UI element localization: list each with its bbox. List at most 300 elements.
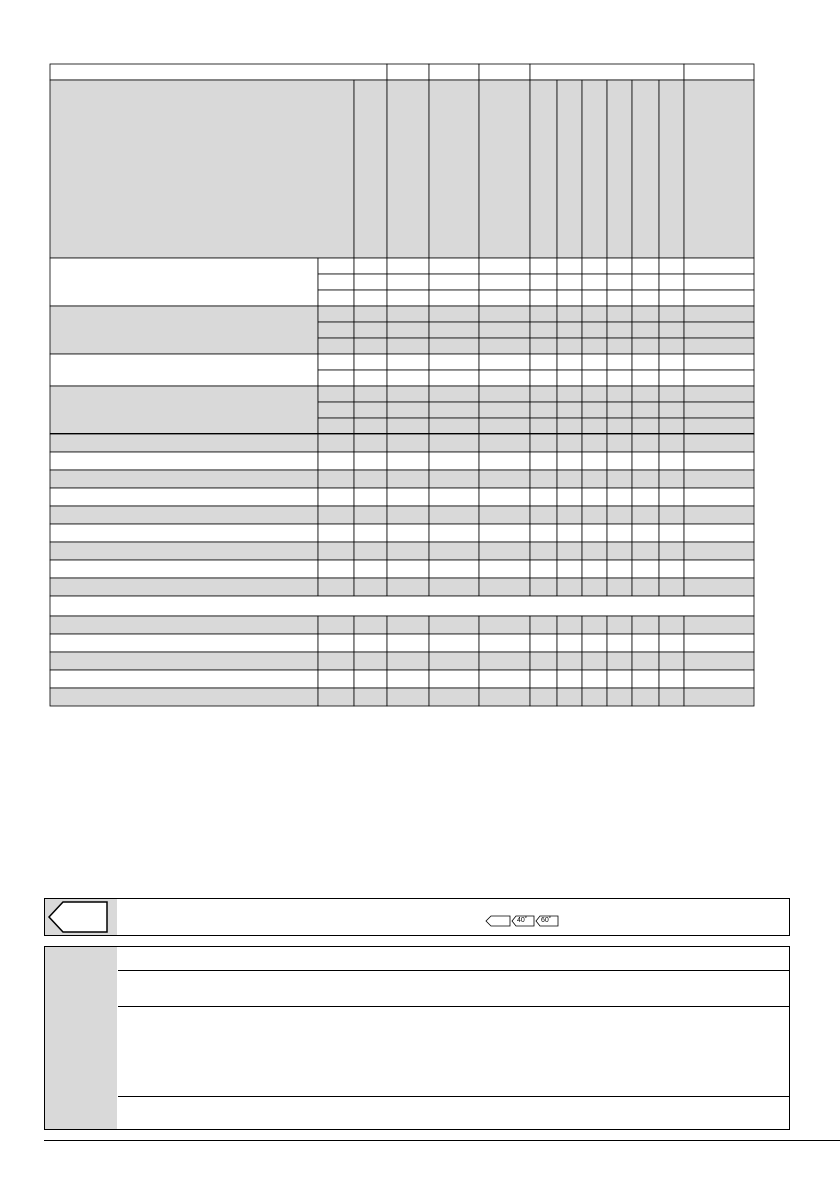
table-cell (354, 634, 387, 652)
table-cell (684, 452, 754, 470)
row-label-cell (50, 488, 318, 506)
table-cell (479, 386, 530, 402)
table-cell (659, 688, 684, 706)
header-cell (50, 64, 387, 80)
table-cell (607, 470, 632, 488)
table-cell (318, 634, 354, 652)
table-cell (607, 452, 632, 470)
table-cell (607, 386, 632, 402)
table-cell (582, 670, 607, 688)
row-label-cell (50, 542, 318, 560)
table-cell (659, 652, 684, 670)
table-cell (582, 434, 607, 452)
table-cell (557, 688, 582, 706)
table-cell (557, 578, 582, 596)
table-cell (479, 670, 530, 688)
table-cell (318, 452, 354, 470)
section-divider-row (50, 596, 754, 616)
table-cell (318, 688, 354, 706)
table-cell (429, 386, 479, 402)
table-cell (429, 578, 479, 596)
table-cell (318, 290, 354, 306)
table-cell (387, 470, 429, 488)
table-cell (530, 274, 557, 290)
notes-row (118, 947, 789, 971)
table-cell (659, 338, 684, 354)
table-cell (530, 542, 557, 560)
table-cell (582, 470, 607, 488)
table-cell (632, 354, 659, 370)
tag-60 (535, 915, 559, 927)
table-cell (632, 290, 659, 306)
table-cell (632, 652, 659, 670)
table-cell (318, 354, 354, 370)
table-cell (557, 338, 582, 354)
table-cell (607, 434, 632, 452)
table-cell (429, 258, 479, 274)
notes-row (118, 971, 789, 1007)
table-cell (387, 578, 429, 596)
table-cell (557, 434, 582, 452)
table-cell (659, 634, 684, 652)
table-cell (684, 258, 754, 274)
table-cell (659, 670, 684, 688)
table-cell (387, 434, 429, 452)
table-cell (684, 306, 754, 322)
table-cell (582, 578, 607, 596)
table-cell (582, 524, 607, 542)
table-cell (557, 274, 582, 290)
table-cell (354, 434, 387, 452)
table-cell (659, 258, 684, 274)
table-cell (318, 470, 354, 488)
table-cell (318, 418, 354, 434)
table-cell (318, 402, 354, 418)
group-label-cell (50, 354, 318, 386)
table-cell (607, 616, 632, 634)
table-cell (387, 488, 429, 506)
table-cell (387, 306, 429, 322)
table-cell (684, 670, 754, 688)
table-cell (387, 322, 429, 338)
table-cell (387, 354, 429, 370)
table-cell (479, 470, 530, 488)
table-cell (387, 370, 429, 386)
table-cell (479, 452, 530, 470)
table-cell (582, 354, 607, 370)
table-cell (479, 354, 530, 370)
column-heading-cell (50, 80, 354, 258)
group-label-cell (50, 386, 318, 434)
table-cell (659, 322, 684, 338)
table-cell (632, 418, 659, 434)
table-cell (530, 670, 557, 688)
table-cell (659, 560, 684, 578)
table-cell (557, 470, 582, 488)
table-cell (530, 418, 557, 434)
table-cell (354, 542, 387, 560)
row-label-cell (50, 652, 318, 670)
table-cell (354, 354, 387, 370)
table-cell (429, 542, 479, 560)
table-cell (530, 652, 557, 670)
table-cell (582, 402, 607, 418)
table-cell (354, 402, 387, 418)
table-cell (607, 274, 632, 290)
table-cell (582, 370, 607, 386)
column-heading-cell (582, 80, 607, 258)
table-cell (607, 322, 632, 338)
table-cell (607, 354, 632, 370)
table-cell (387, 452, 429, 470)
table-cell (659, 434, 684, 452)
table-cell (557, 670, 582, 688)
table-cell (607, 402, 632, 418)
table-cell (557, 652, 582, 670)
table-cell (684, 634, 754, 652)
table-cell (684, 616, 754, 634)
table-cell (557, 616, 582, 634)
table-cell (318, 386, 354, 402)
table-cell (632, 634, 659, 652)
table-cell (354, 338, 387, 354)
table-cell (354, 470, 387, 488)
table-cell (684, 370, 754, 386)
table-cell (632, 258, 659, 274)
table-cell (582, 258, 607, 274)
table-cell (659, 418, 684, 434)
table-cell (607, 418, 632, 434)
column-heading-cell (479, 80, 530, 258)
table-cell (632, 434, 659, 452)
table-cell (530, 258, 557, 274)
table-cell (429, 652, 479, 670)
column-heading-cell (429, 80, 479, 258)
table-cell (557, 290, 582, 306)
table-cell (607, 634, 632, 652)
table-cell (387, 652, 429, 670)
header-cell (429, 64, 479, 80)
table-cell (429, 488, 479, 506)
table-cell (684, 488, 754, 506)
row-label-cell (50, 452, 318, 470)
table-cell (429, 470, 479, 488)
table-cell (632, 452, 659, 470)
tag-icon (45, 899, 117, 935)
table-cell (387, 560, 429, 578)
table-cell (607, 688, 632, 706)
table-cell (632, 578, 659, 596)
notes-side-panel (45, 947, 117, 1129)
table-cell (530, 290, 557, 306)
table-cell (557, 634, 582, 652)
table-cell (684, 402, 754, 418)
table-cell (607, 524, 632, 542)
table-cell (387, 274, 429, 290)
table-cell (318, 322, 354, 338)
table-cell (607, 306, 632, 322)
table-cell (479, 434, 530, 452)
table-cell (318, 258, 354, 274)
table-cell (318, 488, 354, 506)
table-cell (684, 578, 754, 596)
table-cell (632, 506, 659, 524)
table-cell (318, 306, 354, 322)
table-cell (557, 322, 582, 338)
row-label-cell (50, 616, 318, 634)
table-cell (632, 386, 659, 402)
table-cell (387, 688, 429, 706)
table-cell (582, 322, 607, 338)
table-cell (582, 418, 607, 434)
table-cell (557, 452, 582, 470)
table-cell (387, 616, 429, 634)
tag-blank-icon (485, 915, 511, 927)
row-label-cell (50, 434, 318, 452)
table-cell (354, 418, 387, 434)
table-cell (582, 688, 607, 706)
table-cell (607, 338, 632, 354)
table-cell (318, 670, 354, 688)
page-footer-rule (44, 1140, 840, 1141)
table-cell (684, 542, 754, 560)
table-cell (354, 616, 387, 634)
column-heading-cell (530, 80, 557, 258)
table-cell (557, 418, 582, 434)
table-cell (318, 652, 354, 670)
table-cell (582, 506, 607, 524)
table-cell (607, 542, 632, 560)
table-cell (479, 688, 530, 706)
table-cell (429, 452, 479, 470)
table-cell (530, 578, 557, 596)
table-cell (530, 616, 557, 634)
table-cell (479, 634, 530, 652)
column-heading-cell (607, 80, 632, 258)
table-cell (479, 322, 530, 338)
group-label-cell (50, 258, 318, 306)
table-cell (354, 322, 387, 338)
table-cell (659, 306, 684, 322)
table-cell (607, 652, 632, 670)
table-cell (387, 524, 429, 542)
table-cell (659, 616, 684, 634)
column-heading-cell (354, 80, 387, 258)
table-cell (354, 274, 387, 290)
row-label-cell (50, 578, 318, 596)
table-cell (659, 386, 684, 402)
table-cell (429, 274, 479, 290)
table-cell (479, 274, 530, 290)
table-cell (557, 488, 582, 506)
table-cell (607, 370, 632, 386)
table-cell (659, 402, 684, 418)
table-cell (354, 578, 387, 596)
info-box (44, 898, 790, 936)
table-cell (387, 418, 429, 434)
table-cell (557, 542, 582, 560)
table-cell (632, 542, 659, 560)
table-cell (659, 370, 684, 386)
table-cell (632, 560, 659, 578)
table-cell (354, 306, 387, 322)
table-cell (632, 688, 659, 706)
table-cell (530, 402, 557, 418)
header-cell (479, 64, 530, 80)
table-cell (318, 370, 354, 386)
table-cell (429, 670, 479, 688)
table-cell (429, 338, 479, 354)
table-cell (479, 370, 530, 386)
table-cell (659, 578, 684, 596)
table-cell (582, 452, 607, 470)
table-cell (530, 322, 557, 338)
table-cell (582, 306, 607, 322)
table-cell (354, 258, 387, 274)
table-cell (557, 306, 582, 322)
table-cell (429, 688, 479, 706)
table-cell (387, 338, 429, 354)
table-cell (429, 354, 479, 370)
table-cell (479, 258, 530, 274)
table-cell (632, 616, 659, 634)
header-cell (387, 64, 429, 80)
table-cell (429, 290, 479, 306)
table-cell (429, 402, 479, 418)
column-heading-cell (684, 80, 754, 258)
table-cell (387, 670, 429, 688)
header-cell (530, 64, 684, 80)
table-cell (429, 322, 479, 338)
table-cell (318, 560, 354, 578)
table-cell (684, 560, 754, 578)
table-cell (659, 506, 684, 524)
table-cell (684, 386, 754, 402)
table-cell (659, 524, 684, 542)
table-cell (582, 338, 607, 354)
temperature-tags (485, 915, 559, 927)
table-cell (530, 338, 557, 354)
table-cell (684, 418, 754, 434)
table-cell (479, 542, 530, 560)
tag-60-label: 60˚ (541, 917, 552, 924)
table-cell (684, 354, 754, 370)
table-cell (479, 290, 530, 306)
table-cell (557, 258, 582, 274)
table-cell (387, 290, 429, 306)
table-cell (429, 370, 479, 386)
table-cell (354, 652, 387, 670)
table-cell (387, 386, 429, 402)
table-cell (479, 488, 530, 506)
table-cell (429, 434, 479, 452)
table-cell (387, 542, 429, 560)
table-cell (659, 488, 684, 506)
table-cell (684, 274, 754, 290)
table-cell (684, 322, 754, 338)
header-cell (684, 64, 754, 80)
table-cell (318, 524, 354, 542)
table-cell (557, 506, 582, 524)
table-cell (387, 634, 429, 652)
table-cell (387, 258, 429, 274)
tag-40-label: 40˚ (517, 917, 528, 924)
table-cell (318, 542, 354, 560)
row-label-cell (50, 560, 318, 578)
table-cell (354, 488, 387, 506)
notes-row (118, 1007, 789, 1097)
table-cell (530, 434, 557, 452)
table-cell (607, 670, 632, 688)
table-cell (530, 470, 557, 488)
table-cell (632, 306, 659, 322)
table-cell (387, 506, 429, 524)
table-cell (582, 542, 607, 560)
tag-40 (511, 915, 535, 927)
table-cell (659, 354, 684, 370)
table-cell (530, 506, 557, 524)
table-cell (659, 542, 684, 560)
table-cell (659, 290, 684, 306)
table-cell (659, 274, 684, 290)
row-label-cell (50, 470, 318, 488)
row-label-cell (50, 524, 318, 542)
table-cell (632, 338, 659, 354)
table-cell (318, 434, 354, 452)
table-cell (582, 488, 607, 506)
table-cell (530, 452, 557, 470)
table-cell (530, 488, 557, 506)
table-cell (607, 560, 632, 578)
table-cell (354, 560, 387, 578)
table-cell (557, 370, 582, 386)
table-cell (479, 306, 530, 322)
table-cell (530, 370, 557, 386)
table-cell (429, 418, 479, 434)
table-cell (684, 338, 754, 354)
table-cell (479, 524, 530, 542)
table-cell (684, 524, 754, 542)
table-cell (607, 258, 632, 274)
table-cell (582, 274, 607, 290)
table-cell (582, 616, 607, 634)
column-heading-cell (659, 80, 684, 258)
table-cell (607, 578, 632, 596)
table-cell (318, 578, 354, 596)
table-cell (684, 290, 754, 306)
column-heading-cell (632, 80, 659, 258)
row-label-cell (50, 670, 318, 688)
table-cell (684, 688, 754, 706)
table-cell (479, 652, 530, 670)
table-cell (632, 470, 659, 488)
table-cell (530, 560, 557, 578)
table-cell (429, 524, 479, 542)
table-cell (607, 506, 632, 524)
table-cell (582, 386, 607, 402)
notes-box (44, 946, 790, 1130)
table-cell (429, 506, 479, 524)
column-heading-cell (557, 80, 582, 258)
table-cell (684, 506, 754, 524)
table-cell (354, 386, 387, 402)
table-cell (479, 616, 530, 634)
table-cell (684, 652, 754, 670)
table-cell (632, 670, 659, 688)
table-cell (582, 652, 607, 670)
table-cell (557, 524, 582, 542)
row-label-cell (50, 506, 318, 524)
